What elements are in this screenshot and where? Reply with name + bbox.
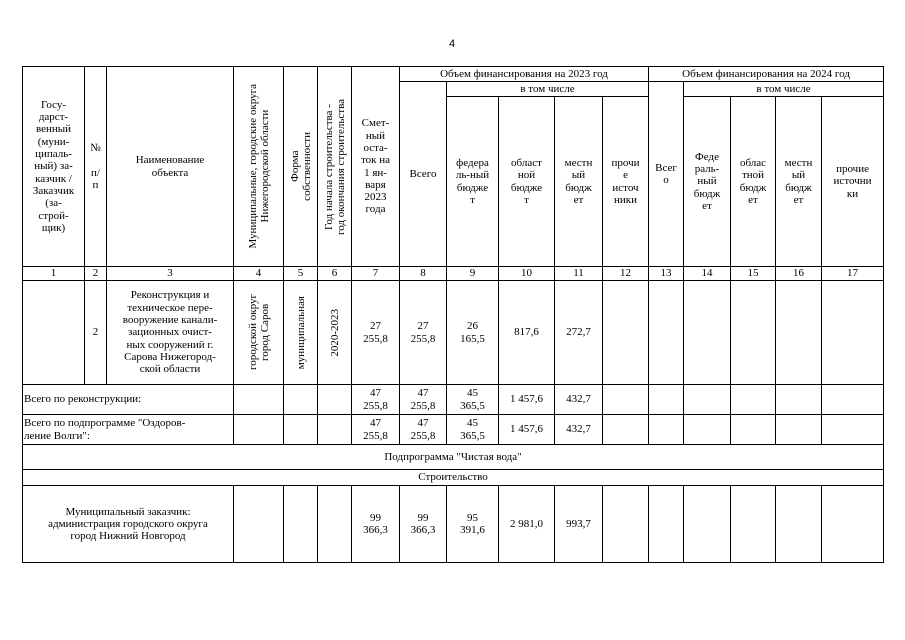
cell-empty <box>23 281 85 385</box>
cell-empty <box>731 415 776 445</box>
header-construction-years: Год начала строительства - год окончания строительства <box>318 67 352 267</box>
cell-empty <box>318 415 352 445</box>
regional-2023-value: 1 457,6 <box>499 415 555 445</box>
cell-empty <box>822 281 884 385</box>
header-estimate: Смет- ный остa- ток на 1 ян- варя 2023 года <box>352 67 400 267</box>
header-fin-2023: Объем финансирования на 2023 год <box>400 67 649 82</box>
cell-empty <box>731 385 776 415</box>
column-number: 8 <box>400 267 447 281</box>
cell-empty <box>603 415 649 445</box>
total-2023-value: 99 366,3 <box>400 486 447 563</box>
federal-2023-value: 45 365,5 <box>447 415 499 445</box>
column-number: 12 <box>603 267 649 281</box>
financing-table <box>22 66 884 563</box>
local-2023-value: 993,7 <box>555 486 603 563</box>
header-including-2023: в том числе <box>447 82 649 97</box>
header-other-2023: прочи е источ ники <box>603 97 649 267</box>
cell-empty <box>731 281 776 385</box>
cell-empty <box>649 281 684 385</box>
table-row <box>23 486 884 563</box>
section-row <box>23 445 884 470</box>
estimate-value: 99 366,3 <box>352 486 400 563</box>
regional-2023-value: 2 981,0 <box>499 486 555 563</box>
cell-empty <box>284 486 318 563</box>
header-num: № п/ п <box>85 67 107 267</box>
header-federal-2024: Феде раль- ный бюдж ет <box>684 97 731 267</box>
column-number: 17 <box>822 267 884 281</box>
header-object-name: Наименование объекта <box>107 67 234 267</box>
cell-empty <box>649 385 684 415</box>
column-number: 6 <box>318 267 352 281</box>
column-number: 16 <box>776 267 822 281</box>
regional-2023-value: 817,6 <box>499 281 555 385</box>
header-local-2023: местн ый бюдж ет <box>555 97 603 267</box>
cell-empty <box>684 281 731 385</box>
cell-empty <box>776 385 822 415</box>
column-number: 4 <box>234 267 284 281</box>
cell-empty <box>234 415 284 445</box>
row-num: 2 <box>85 281 107 385</box>
column-number: 9 <box>447 267 499 281</box>
total-2023-value: 47 255,8 <box>400 415 447 445</box>
header-regional-2023: област ной бюдже т <box>499 97 555 267</box>
header-ownership: Форма собственности <box>284 67 318 267</box>
header-total-2024: Всег о <box>649 82 684 267</box>
local-2023-value: 432,7 <box>555 385 603 415</box>
header-municipality: Муниципальные, городские округа Нижегородской области <box>234 67 284 267</box>
column-number: 2 <box>85 267 107 281</box>
cell-empty <box>731 486 776 563</box>
total-subprogram-label: Всего по подпрограмме "Оздоров- ление Волги": <box>23 415 234 445</box>
object-name: Реконструкция и техническое пере- вооружение канали- зационных очист- ных сооружений г. Сарова Нижегород- ской области <box>107 281 234 385</box>
local-2023-value: 272,7 <box>555 281 603 385</box>
subprogram-title: Подпрограмма "Чистая вода" <box>23 445 884 470</box>
column-number: 15 <box>731 267 776 281</box>
municipality: городской округ город Саров <box>234 281 284 385</box>
header-including-2024: в том числе <box>684 82 884 97</box>
column-number: 3 <box>107 267 234 281</box>
federal-2023-value: 45 365,5 <box>447 385 499 415</box>
cell-empty <box>776 415 822 445</box>
total-reconstruction-label: Всего по реконструкции: <box>23 385 234 415</box>
federal-2023-value: 95 391,6 <box>447 486 499 563</box>
column-number: 1 <box>23 267 85 281</box>
construction-years: 2020-2023 <box>318 281 352 385</box>
column-number: 14 <box>684 267 731 281</box>
cell-empty <box>284 415 318 445</box>
header-regional-2024: облас тной бюдж ет <box>731 97 776 267</box>
cell-empty <box>684 415 731 445</box>
regional-2023-value: 1 457,6 <box>499 385 555 415</box>
header-local-2024: местн ый бюдж ет <box>776 97 822 267</box>
column-number: 13 <box>649 267 684 281</box>
municipal-customer-label: Муниципальный заказчик: администрация городского округа город Нижний Новгород <box>23 486 234 563</box>
table-row <box>23 385 884 415</box>
estimate-value: 47 255,8 <box>352 415 400 445</box>
cell-empty <box>318 385 352 415</box>
cell-empty <box>318 486 352 563</box>
cell-empty <box>603 385 649 415</box>
table-row <box>23 415 884 445</box>
header-fin-2024: Объем финансирования на 2024 год <box>649 67 884 82</box>
column-number: 10 <box>499 267 555 281</box>
total-2023-value: 47 255,8 <box>400 385 447 415</box>
header-customer: Госу- дарст- венный (муни- ципаль- ный) за- казчик / Заказчик (за- строй- щик) <box>23 67 85 267</box>
column-numbers-row <box>23 267 884 281</box>
construction-title: Строительство <box>23 470 884 486</box>
header-federal-2023: федера ль-ный бюдже т <box>447 97 499 267</box>
ownership: муниципальная <box>284 281 318 385</box>
cell-empty <box>684 385 731 415</box>
cell-empty <box>603 281 649 385</box>
estimate-value: 47 255,8 <box>352 385 400 415</box>
cell-empty <box>684 486 731 563</box>
estimate-value: 27 255,8 <box>352 281 400 385</box>
section-row <box>23 470 884 486</box>
cell-empty <box>603 486 649 563</box>
cell-empty <box>234 486 284 563</box>
cell-empty <box>284 385 318 415</box>
local-2023-value: 432,7 <box>555 415 603 445</box>
cell-empty <box>822 486 884 563</box>
page-number: 4 <box>449 38 456 50</box>
cell-empty <box>649 486 684 563</box>
cell-empty <box>822 415 884 445</box>
header-total-2023: Всего <box>400 82 447 267</box>
cell-empty <box>234 385 284 415</box>
cell-empty <box>649 415 684 445</box>
total-2023-value: 27 255,8 <box>400 281 447 385</box>
federal-2023-value: 26 165,5 <box>447 281 499 385</box>
header-other-2024: прочие источни ки <box>822 97 884 267</box>
column-number: 11 <box>555 267 603 281</box>
table-row <box>23 281 884 385</box>
column-number: 5 <box>284 267 318 281</box>
cell-empty <box>822 385 884 415</box>
column-number: 7 <box>352 267 400 281</box>
cell-empty <box>776 486 822 563</box>
cell-empty <box>776 281 822 385</box>
